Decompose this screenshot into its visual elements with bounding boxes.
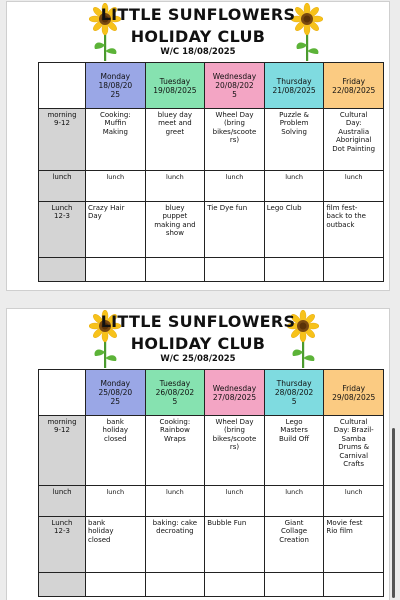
day-header-friday: Friday 22/08/2025 <box>324 63 384 109</box>
activity-cell: Puzzle & Problem Solving <box>264 109 324 171</box>
lunch-cell: lunch <box>145 486 205 517</box>
lunch-cell: lunch <box>264 486 324 517</box>
activity-cell: Wheel Day (bring bikes/scoote rs) <box>205 109 265 171</box>
day-header-row <box>39 63 384 109</box>
activity-cell: Tie Dye fun <box>205 202 265 258</box>
morning-row <box>39 416 384 486</box>
week1-page <box>6 1 390 291</box>
empty-slot-cell <box>39 258 86 282</box>
day-header-thursday: Thursday 21/08/2025 <box>264 63 324 109</box>
slot-label-morning: morning 9-12 <box>39 109 86 171</box>
day-header-monday: Monday 18/08/20 25 <box>86 63 146 109</box>
week-commencing: W/C 18/08/2025 <box>160 47 236 57</box>
morning-row <box>39 109 384 171</box>
activity-cell: Cooking: Muffin Making <box>86 109 146 171</box>
day-header-wednesday: Wednesday 20/08/202 5 <box>205 63 265 109</box>
empty-cell <box>86 258 146 282</box>
activity-cell: Cultural Day: Australia Aboriginal Dot Painting <box>324 109 384 171</box>
slot-label-afternoon: Lunch 12-3 <box>39 202 86 258</box>
day-header-wednesday: Wednesday 27/08/2025 <box>205 370 265 416</box>
lunch-cell: lunch <box>264 171 324 202</box>
activity-cell: Movie fest Rio film <box>324 517 384 573</box>
activity-cell: bluey day meet and greet <box>145 109 205 171</box>
empty-row <box>39 258 384 282</box>
activity-cell: Giant Collage Creation <box>264 517 324 573</box>
empty-cell <box>324 258 384 282</box>
empty-slot-cell <box>39 573 86 597</box>
lunch-cell: lunch <box>145 171 205 202</box>
activity-cell: bank holiday closed <box>86 416 146 486</box>
lunch-cell: lunch <box>86 486 146 517</box>
slot-label-lunch: lunch <box>39 486 86 517</box>
lunch-cell: lunch <box>86 171 146 202</box>
schedule-table <box>38 369 384 597</box>
empty-cell <box>205 573 265 597</box>
title-line2: HOLIDAY CLUB <box>130 334 266 353</box>
empty-cell <box>264 258 324 282</box>
day-header-monday: Monday 25/08/20 25 <box>86 370 146 416</box>
empty-cell <box>264 573 324 597</box>
activity-cell: film fest- back to the outback <box>324 202 384 258</box>
schedule-table <box>38 62 384 282</box>
empty-cell <box>145 573 205 597</box>
activity-cell: Lego Masters Build Off <box>264 416 324 486</box>
title-line2: HOLIDAY CLUB <box>130 27 266 46</box>
activity-cell: Crazy Hair Day <box>86 202 146 258</box>
corner-cell <box>39 63 86 109</box>
scrollbar[interactable] <box>392 428 395 598</box>
day-header-tuesday: Tuesday 26/08/202 5 <box>145 370 205 416</box>
afternoon-row <box>39 517 384 573</box>
title-line1: LITTLE SUNFLOWERS <box>100 312 296 331</box>
empty-cell <box>205 258 265 282</box>
lunch-cell: lunch <box>324 171 384 202</box>
lunch-cell: lunch <box>205 171 265 202</box>
afternoon-row <box>39 202 384 258</box>
lunch-cell: lunch <box>205 486 265 517</box>
lunch-row <box>39 486 384 517</box>
day-header-thursday: Thursday 28/08/202 5 <box>264 370 324 416</box>
empty-cell <box>86 573 146 597</box>
slot-label-afternoon: Lunch 12-3 <box>39 517 86 573</box>
day-header-tuesday: Tuesday 19/08/2025 <box>145 63 205 109</box>
activity-cell: Wheel Day (bring bikes/scoote rs) <box>205 416 265 486</box>
activity-cell: baking: cake decroating <box>145 517 205 573</box>
corner-cell <box>39 370 86 416</box>
activity-cell: bluey puppet making and show <box>145 202 205 258</box>
week2-page <box>6 308 390 600</box>
slot-label-morning: morning 9-12 <box>39 416 86 486</box>
empty-row <box>39 573 384 597</box>
lunch-cell: lunch <box>324 486 384 517</box>
empty-cell <box>324 573 384 597</box>
activity-cell: Bubble Fun <box>205 517 265 573</box>
activity-cell: Cultural Day: Brazil- Samba Drums & Carnival Crafts <box>324 416 384 486</box>
day-header-row <box>39 370 384 416</box>
slot-label-lunch: lunch <box>39 171 86 202</box>
empty-cell <box>145 258 205 282</box>
activity-cell: Lego Club <box>264 202 324 258</box>
week-commencing: W/C 25/08/2025 <box>160 354 236 364</box>
title-line1: LITTLE SUNFLOWERS <box>100 5 296 24</box>
activity-cell: bank holiday closed <box>86 517 146 573</box>
activity-cell: Cooking: Rainbow Wraps <box>145 416 205 486</box>
lunch-row <box>39 171 384 202</box>
day-header-friday: Friday 29/08/2025 <box>324 370 384 416</box>
